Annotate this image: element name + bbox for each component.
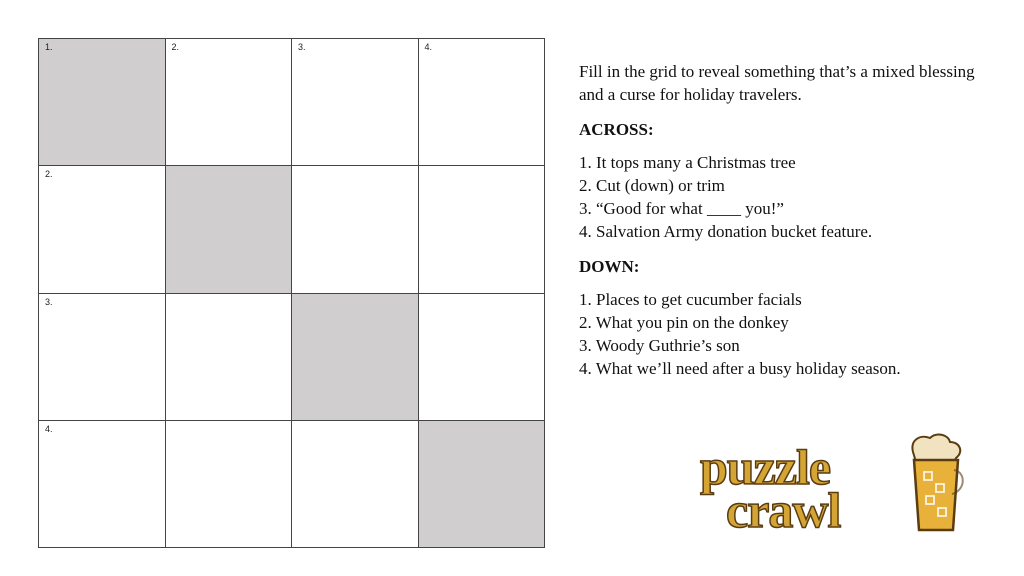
beer-glass-icon	[912, 435, 962, 530]
grid-cell[interactable]	[39, 166, 166, 293]
grid-cell[interactable]	[419, 166, 546, 293]
clues-panel	[579, 60, 999, 392]
cell-number: 4.	[424, 42, 433, 52]
cell-number: 3.	[45, 296, 53, 307]
grid-cell[interactable]	[292, 421, 419, 548]
across-clue-2: 2. Cut (down) or trim	[579, 176, 725, 195]
across-clue-3: 3. “Good for what ____ you!”	[579, 199, 784, 218]
grid-cell[interactable]	[419, 294, 546, 421]
puzzle-crawl-logo	[698, 432, 968, 537]
logo-graphic	[698, 432, 968, 537]
grid-cell[interactable]	[39, 421, 166, 548]
down-clue-1: 1. Places to get cucumber facials	[579, 290, 802, 309]
grid-cell[interactable]	[292, 166, 419, 293]
shaded-cell	[419, 421, 546, 548]
down-clue-3: 3. Woody Guthrie’s son	[579, 336, 740, 355]
grid-cell[interactable]	[419, 39, 546, 166]
down-clue-list	[579, 288, 999, 380]
down-heading: DOWN:	[579, 257, 640, 276]
down-clue-2: 2. What you pin on the donkey	[579, 313, 789, 332]
grid-cell[interactable]	[166, 39, 293, 166]
across-clue-1: 1. It tops many a Christmas tree	[579, 153, 796, 172]
cell-number: 2.	[45, 169, 53, 180]
grid-cell[interactable]	[166, 421, 293, 548]
grid-cell[interactable]	[39, 294, 166, 421]
cell-number: 2.	[171, 42, 180, 52]
across-clue-4: 4. Salvation Army donation bucket feature.	[579, 222, 873, 241]
shaded-cell	[292, 294, 419, 421]
logo-word-puzzle: puzzle	[700, 439, 831, 495]
shaded-cell	[166, 166, 293, 293]
crossword-grid	[38, 38, 545, 548]
across-clue-list	[579, 151, 999, 243]
across-heading: ACROSS:	[579, 120, 654, 139]
cell-number: 4.	[45, 423, 53, 434]
down-clue-4: 4. What we’ll need after a busy holiday season.	[579, 359, 901, 378]
grid-cell[interactable]	[292, 39, 419, 166]
cell-number: 1.	[45, 42, 53, 52]
cell-number: 3.	[298, 42, 306, 52]
puzzle-instructions: Fill in the grid to reveal something that’s a mixed blessing and a curse for holiday travelers.	[579, 62, 975, 104]
grid-cell[interactable]	[166, 294, 293, 421]
shaded-cell	[39, 39, 166, 166]
logo-word-crawl: crawl	[726, 482, 841, 537]
